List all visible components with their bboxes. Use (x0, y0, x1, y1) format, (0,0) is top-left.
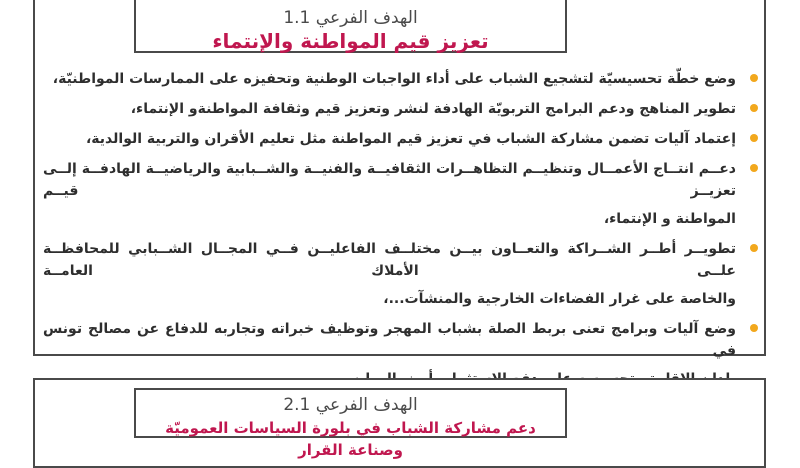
objective-subtitle: الهدف الفرعي 1.1 (283, 8, 418, 28)
bullet-dot-icon (750, 134, 758, 142)
list-item (35, 68, 764, 90)
list-item-text: وضع خطّة تحسيسيّة لتشجيع الشباب على أداء الواجبات الوطنية وتحفيزه على الممارسات المواطنيّة، (52, 71, 736, 87)
objective-panel-1-1 (33, 0, 766, 359)
list-item-text: إعتماد آليات تضمن مشاركة الشباب في تعزيز قيم المواطنة مثل تعليم الأقران والتربية الوالدية، (85, 131, 736, 147)
list-item-text: تطويــر أطــر الشــراكة والتعــاون بيــن مختلــف الفاعليــن فــي المجــال الشــبابي للمحافظــة علــى الأملاك العامــة (43, 241, 736, 279)
list-item (35, 158, 764, 230)
bullet-dot-icon (750, 324, 758, 332)
list-item (35, 238, 764, 310)
list-item (35, 128, 764, 150)
bullet-dot-icon (750, 164, 758, 172)
objective-panel-2-1 (33, 378, 766, 468)
objective-items-list (35, 68, 764, 390)
objective-heading: دعم مشاركة الشباب في بلورة السياسات العموميّة وصناعة القرار (165, 419, 536, 459)
objective-title-box (134, 0, 567, 53)
list-item-text: وضع آليات وبرامج تعنى بربط الصلة بشباب المهجر وتوظيف خبراته وتجاربه للدفاع عن مصالح تونس في (43, 321, 736, 359)
list-item-text: المواطنة و الإنتماء، (603, 211, 736, 227)
list-item (35, 98, 764, 120)
list-item-text: والخاصة على غرار الفضاءات الخارجية والمنشآت...، (383, 291, 736, 307)
bullet-dot-icon (750, 104, 758, 112)
list-item-text: تطوير المناهج ودعم البرامج التربويّة الهادفة لنشر وتعزيز قيم وثقافة المواطنةو الإنتماء، (130, 101, 736, 117)
objective-subtitle: الهدف الفرعي 2.1 (283, 395, 418, 415)
objective-title-box (134, 388, 567, 459)
objective-heading: تعزيز قيم المواطنة والإنتماء (212, 29, 489, 53)
bullet-dot-icon (750, 244, 758, 252)
list-item-text: دعــم انتــاج الأعمــال وتنظيــم التظاهــرات الثقافيــة والفنيــة والشــبابية والرياضيــة الهادفــة إلــى تعزيــز قيــم (43, 161, 736, 199)
bullet-dot-icon (750, 74, 758, 82)
